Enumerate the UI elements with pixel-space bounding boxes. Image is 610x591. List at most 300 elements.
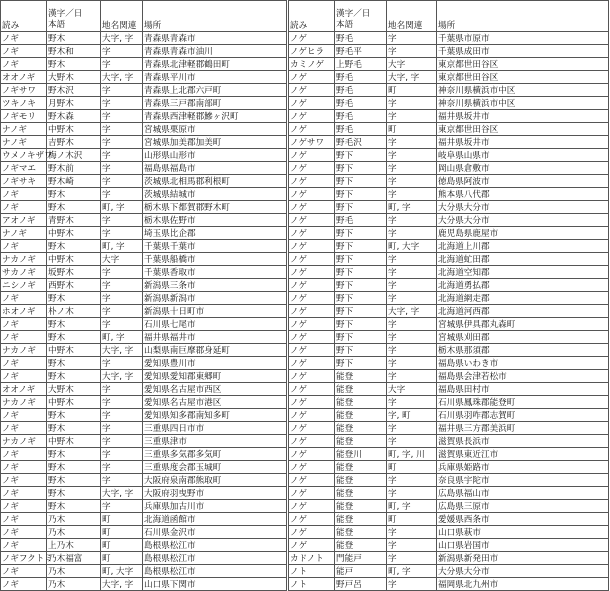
cell-reading: ノギ [1, 513, 47, 526]
cell-place-type: 字 [101, 357, 143, 370]
table-row [1, 539, 287, 552]
cell-location: 北海道函館市 [143, 513, 287, 526]
cell-kanji: 中野木 [47, 123, 101, 136]
cell-place-type: 町 [101, 526, 143, 539]
cell-place-type: 大字, 字 [101, 370, 143, 383]
cell-kanji: 野下 [335, 344, 387, 357]
table-row [289, 487, 609, 500]
cell-place-type: 字 [101, 396, 143, 409]
table-row [289, 227, 609, 240]
cell-place-type: 字 [387, 526, 437, 539]
cell-location: 山形県山形市 [143, 149, 287, 162]
cell-kanji: 野木 [47, 422, 101, 435]
cell-location: 埼玉県比企郡 [143, 227, 287, 240]
cell-location: 北海道網走郡 [437, 292, 609, 305]
cell-reading: ノギ [1, 32, 47, 45]
cell-location: 栃木県佐野市 [143, 214, 287, 227]
cell-kanji: 梅ノ木沢 [47, 149, 101, 162]
cell-place-type: 字 [387, 539, 437, 552]
cell-reading: ナノギ [1, 136, 47, 149]
cell-reading: ノギ [1, 58, 47, 71]
header-kanji [335, 1, 387, 32]
table-row [289, 552, 609, 565]
cell-reading: ノギ [1, 357, 47, 370]
cell-reading: ノゲ [289, 266, 335, 279]
cell-location: 北海道勇払郡 [437, 279, 609, 292]
cell-kanji: 上野毛 [335, 58, 387, 71]
cell-kanji: 中野木 [47, 227, 101, 240]
cell-reading: ノゲ [289, 396, 335, 409]
cell-location: 福岡県北九州市 [437, 578, 609, 591]
cell-reading: ノギ [1, 45, 47, 58]
header-row [1, 1, 287, 32]
cell-location: 青森県上北郡六戸町 [143, 84, 287, 97]
cell-location: 千葉県船橋市 [143, 253, 287, 266]
cell-kanji: 野木 [47, 474, 101, 487]
cell-place-type: 大字, 字 [101, 487, 143, 500]
cell-reading: ノゲ [289, 227, 335, 240]
cell-kanji: 野木 [47, 58, 101, 71]
cell-kanji: 乃木 [47, 526, 101, 539]
cell-location: 滋賀県東近江市 [437, 448, 609, 461]
cell-kanji: 乃木 [47, 578, 101, 591]
table-row [1, 240, 287, 253]
cell-place-type: 大字, 字 [101, 32, 143, 45]
cell-reading: ノゲ [289, 513, 335, 526]
table-row [289, 292, 609, 305]
cell-reading: ノゲ [289, 383, 335, 396]
cell-location: 山梨県南巨摩郡身延町 [143, 344, 287, 357]
cell-kanji: 門能戸 [335, 552, 387, 565]
cell-place-type: 字 [387, 474, 437, 487]
table-row [1, 344, 287, 357]
cell-kanji: 野下 [335, 318, 387, 331]
table-row [289, 435, 609, 448]
cell-kanji: 野毛沢 [335, 136, 387, 149]
cell-kanji: 上乃木 [47, 539, 101, 552]
table-row [289, 318, 609, 331]
table-row [289, 162, 609, 175]
cell-place-type: 字 [101, 123, 143, 136]
cell-reading: ナカノギ [1, 435, 47, 448]
cell-kanji: 野毛 [335, 32, 387, 45]
cell-kanji: 能登 [335, 539, 387, 552]
cell-location: 島根県松江市 [143, 565, 287, 578]
cell-reading: サカノギ [1, 266, 47, 279]
cell-location: 鹿児島県鹿屋市 [437, 227, 609, 240]
table-row [1, 175, 287, 188]
cell-place-type: 字 [387, 487, 437, 500]
table-row [1, 149, 287, 162]
cell-kanji: 野下 [335, 305, 387, 318]
cell-kanji: 能登 [335, 422, 387, 435]
table-row [289, 175, 609, 188]
cell-kanji: 野木 [47, 331, 101, 344]
cell-kanji: 野木 [47, 292, 101, 305]
cell-reading: ノゲ [289, 500, 335, 513]
cell-place-type: 字 [387, 552, 437, 565]
table-row [1, 214, 287, 227]
cell-place-type: 大字 [387, 383, 437, 396]
cell-place-type: 字 [387, 279, 437, 292]
table-row [289, 214, 609, 227]
cell-place-type: 字 [387, 344, 437, 357]
cell-kanji: 野毛 [335, 214, 387, 227]
cell-reading: ノゲ [289, 123, 335, 136]
cell-kanji: 野木 [47, 370, 101, 383]
table-row [289, 409, 609, 422]
cell-place-type: 字 [101, 188, 143, 201]
cell-location: 愛知県愛知郡東郷町 [143, 370, 287, 383]
table-row [1, 422, 287, 435]
header-kanji-bottom: 本語 [336, 20, 354, 30]
table-row [289, 500, 609, 513]
cell-location: 徳島県阿波市 [437, 175, 609, 188]
table-row [289, 45, 609, 58]
table-row [289, 370, 609, 383]
cell-reading: ノゲ [289, 110, 335, 123]
cell-place-type: 字 [101, 305, 143, 318]
cell-place-type: 字 [101, 175, 143, 188]
cell-kanji: 能登 [335, 396, 387, 409]
table-row [289, 422, 609, 435]
cell-kanji: 能登 [335, 513, 387, 526]
cell-kanji: 青野木 [47, 214, 101, 227]
cell-place-type: 字 [387, 435, 437, 448]
cell-kanji: 西野木 [47, 279, 101, 292]
cell-kanji: 野毛 [335, 71, 387, 84]
cell-reading: ノゲ [289, 201, 335, 214]
cell-reading: カドノト [289, 552, 335, 565]
cell-place-type: 字 [387, 578, 437, 591]
table-row [1, 292, 287, 305]
table-row [1, 474, 287, 487]
cell-kanji: 野下 [335, 175, 387, 188]
cell-location: 石川県羽咋郡志賀町 [437, 409, 609, 422]
cell-location: 東京都世田谷区 [437, 58, 609, 71]
cell-reading: ノギ [1, 370, 47, 383]
table-row [289, 383, 609, 396]
cell-location: 愛知県名古屋市港区 [143, 396, 287, 409]
cell-reading: ノゲ [289, 162, 335, 175]
cell-place-type: 字 [101, 58, 143, 71]
cell-reading: ウメノキザワ [1, 149, 47, 162]
cell-reading: ノゲ [289, 175, 335, 188]
cell-kanji: 能登 [335, 474, 387, 487]
cell-location: 茨城県北相馬郡利根町 [143, 175, 287, 188]
table-left [0, 0, 287, 591]
cell-reading: ノギ [1, 461, 47, 474]
cell-location: 新潟県三条市 [143, 279, 287, 292]
header-kanji-bottom: 本語 [48, 20, 66, 30]
cell-location: 栃木県下都賀郡野木町 [143, 201, 287, 214]
table-row [289, 461, 609, 474]
cell-reading: ノギ [1, 526, 47, 539]
cell-location: 新潟県新発田市 [437, 552, 609, 565]
cell-reading: ノゲ [289, 526, 335, 539]
cell-place-type: 字 [101, 279, 143, 292]
cell-location: 愛媛県西条市 [437, 513, 609, 526]
cell-kanji: 野戸呂 [335, 578, 387, 591]
cell-reading: オオノギ [1, 71, 47, 84]
table-row [1, 331, 287, 344]
cell-location: 福島県会津若松市 [437, 370, 609, 383]
table-row [289, 279, 609, 292]
cell-reading: ノト [289, 578, 335, 591]
table-row [1, 227, 287, 240]
table-row [289, 396, 609, 409]
cell-reading: ノゲ [289, 370, 335, 383]
cell-location: 福島県福島市 [143, 162, 287, 175]
cell-reading: ノゲ [289, 214, 335, 227]
cell-location: 福井県福井市 [143, 331, 287, 344]
cell-location: 島根県松江市 [143, 539, 287, 552]
cell-reading: ノギ [1, 409, 47, 422]
cell-reading: ノギサワ [1, 84, 47, 97]
cell-place-type: 町, 字 [387, 500, 437, 513]
cell-place-type: 字 [101, 461, 143, 474]
cell-reading: ノゲ [289, 409, 335, 422]
cell-kanji: 野下 [335, 279, 387, 292]
cell-reading: ノギ [1, 578, 47, 591]
cell-place-type: 字 [101, 45, 143, 58]
table-row [1, 97, 287, 110]
cell-place-type: 字 [101, 435, 143, 448]
table-row [1, 396, 287, 409]
cell-place-type: 字 [387, 188, 437, 201]
cell-place-type: 町 [387, 461, 437, 474]
cell-place-type: 字 [387, 227, 437, 240]
cell-place-type: 字 [387, 214, 437, 227]
cell-reading: ノギ [1, 331, 47, 344]
cell-kanji: 野下 [335, 227, 387, 240]
cell-kanji: 野下 [335, 292, 387, 305]
cell-location: 福島県いわき市 [437, 357, 609, 370]
cell-kanji: 野毛 [335, 84, 387, 97]
cell-reading: ノゲ [289, 32, 335, 45]
cell-location: 島根県松江市 [143, 552, 287, 565]
cell-location: 愛知県名古屋市西区 [143, 383, 287, 396]
cell-reading: ノゲ [289, 305, 335, 318]
cell-place-type: 字 [387, 175, 437, 188]
cell-reading: ノギ [1, 448, 47, 461]
cell-location: 青森県北津軽郡鶴田町 [143, 58, 287, 71]
cell-place-type: 町 [387, 123, 437, 136]
cell-reading: ノゲ [289, 331, 335, 344]
cell-place-type: 字 [101, 474, 143, 487]
cell-reading: アオノギ [1, 214, 47, 227]
cell-reading: ナノギ [1, 227, 47, 240]
cell-kanji: 中野木 [47, 396, 101, 409]
cell-reading: ノギ [1, 565, 47, 578]
cell-location: 大阪府羽曳野市 [143, 487, 287, 500]
cell-reading: ナカノギ [1, 253, 47, 266]
cell-location: 三重県多気郡多気町 [143, 448, 287, 461]
cell-kanji: 大野木 [47, 383, 101, 396]
cell-location: 山口県下関市 [143, 578, 287, 591]
cell-reading: ノギ [1, 500, 47, 513]
cell-reading: ノゲ [289, 357, 335, 370]
table-row [1, 162, 287, 175]
cell-kanji: 野木 [47, 188, 101, 201]
cell-kanji: 能登 [335, 461, 387, 474]
cell-reading: ノゲ [289, 71, 335, 84]
cell-place-type: 字 [387, 292, 437, 305]
cell-place-type: 町, 大字 [101, 565, 143, 578]
cell-kanji: 中野木 [47, 435, 101, 448]
cell-reading: ノゲヒラ [289, 45, 335, 58]
cell-place-type: 町, 字 [101, 331, 143, 344]
table-row [1, 305, 287, 318]
cell-reading: ナノギ [1, 123, 47, 136]
cell-place-type: 町, 字 [387, 565, 437, 578]
cell-kanji: 能登 [335, 526, 387, 539]
table-right [288, 0, 609, 591]
cell-place-type: 字 [387, 97, 437, 110]
table-row [289, 448, 609, 461]
cell-place-type: 大字, 字 [387, 71, 437, 84]
table-row [289, 136, 609, 149]
cell-kanji: 野下 [335, 331, 387, 344]
cell-kanji: 坂野木 [47, 266, 101, 279]
cell-kanji: 乃木 [47, 513, 101, 526]
cell-place-type: 町, 大字 [387, 240, 437, 253]
cell-place-type: 字 [101, 292, 143, 305]
cell-reading: ノギ [1, 474, 47, 487]
cell-reading: カミノゲ [289, 58, 335, 71]
table-row [1, 58, 287, 71]
cell-location: 青森県青森市油川 [143, 45, 287, 58]
cell-location: 宮城県刈田郡 [437, 331, 609, 344]
cell-place-type: 字 [101, 214, 143, 227]
cell-reading: ノゲサワ [289, 136, 335, 149]
cell-place-type: 町 [101, 552, 143, 565]
cell-reading: ツキノキ [1, 97, 47, 110]
cell-reading: ノギモリ [1, 110, 47, 123]
cell-location: 神奈川県横浜市中区 [437, 97, 609, 110]
cell-reading: ナカノギ [1, 344, 47, 357]
cell-place-type: 字 [101, 162, 143, 175]
cell-place-type: 字 [101, 266, 143, 279]
cell-place-type: 字 [101, 227, 143, 240]
cell-reading: オオノギ [1, 383, 47, 396]
cell-kanji: 吉野木 [47, 136, 101, 149]
cell-kanji: 朴ノ木 [47, 305, 101, 318]
cell-reading: ノギ [1, 487, 47, 500]
table-row [289, 188, 609, 201]
table-row [1, 552, 287, 565]
table-row [1, 279, 287, 292]
cell-kanji: 野木崎 [47, 175, 101, 188]
cell-place-type: 字 [387, 149, 437, 162]
cell-place-type: 字 [101, 448, 143, 461]
cell-kanji: 野木 [47, 318, 101, 331]
cell-location: 福井県坂井市 [437, 110, 609, 123]
cell-location: 三重県津市 [143, 435, 287, 448]
cell-location: 栃木県那須郡 [437, 344, 609, 357]
cell-kanji: 野木 [47, 500, 101, 513]
header-kanji-top: 漢字／日 [48, 9, 83, 19]
cell-reading: ノゲ [289, 435, 335, 448]
table-row [1, 500, 287, 513]
table-row [289, 123, 609, 136]
cell-kanji: 野木 [47, 487, 101, 500]
cell-place-type: 大字, 字 [387, 305, 437, 318]
cell-place-type: 大字 [387, 58, 437, 71]
cell-location: 愛知県豊川市 [143, 357, 287, 370]
cell-place-type: 字 [387, 318, 437, 331]
cell-reading: ノゲ [289, 253, 335, 266]
cell-location: 東京都世田谷区 [437, 123, 609, 136]
cell-location: 宮城県栗原市 [143, 123, 287, 136]
cell-place-type: 町, 字 [101, 201, 143, 214]
table-row [289, 357, 609, 370]
cell-location: 千葉県成田市 [437, 45, 609, 58]
cell-kanji: 大野木 [47, 71, 101, 84]
cell-kanji: 野下 [335, 188, 387, 201]
cell-place-type: 字 [101, 409, 143, 422]
cell-place-type: 町 [387, 513, 437, 526]
header-reading: 読み [1, 1, 47, 32]
cell-kanji: 野下 [335, 357, 387, 370]
cell-kanji: 野毛 [335, 97, 387, 110]
cell-location: 千葉県市原市 [437, 32, 609, 45]
cell-place-type: 字 [101, 97, 143, 110]
cell-location: 東京都世田谷区 [437, 71, 609, 84]
cell-place-type: 字 [387, 162, 437, 175]
table-row [289, 539, 609, 552]
cell-location: 北海道上川郡 [437, 240, 609, 253]
cell-reading: ノギ [1, 240, 47, 253]
table-row [289, 526, 609, 539]
cell-place-type: 大字, 字 [101, 344, 143, 357]
cell-reading: ノギフクトミ [1, 552, 47, 565]
cell-reading: ノギ [1, 188, 47, 201]
cell-location: 千葉県千葉市 [143, 240, 287, 253]
cell-place-type: 字 [387, 331, 437, 344]
table-row [289, 201, 609, 214]
cell-kanji: 野毛平 [335, 45, 387, 58]
table-row [289, 305, 609, 318]
cell-kanji: 野木 [47, 240, 101, 253]
cell-kanji: 能登 [335, 383, 387, 396]
cell-kanji: 野木和 [47, 45, 101, 58]
cell-kanji: 能登 [335, 500, 387, 513]
cell-place-type: 字 [101, 422, 143, 435]
cell-place-type: 字 [387, 422, 437, 435]
cell-reading: ノゲ [289, 539, 335, 552]
table-row [289, 344, 609, 357]
cell-location: 石川県金沢市 [143, 526, 287, 539]
cell-place-type: 字 [101, 318, 143, 331]
cell-location: 大分県大分市 [437, 201, 609, 214]
cell-reading: ノギ [1, 318, 47, 331]
cell-location: 福島県田村市 [437, 383, 609, 396]
cell-place-type: 字 [387, 32, 437, 45]
cell-place-type: 字 [101, 500, 143, 513]
cell-place-type: 字 [101, 136, 143, 149]
cell-place-type: 字 [387, 136, 437, 149]
cell-kanji: 野木前 [47, 162, 101, 175]
table-row [1, 526, 287, 539]
cell-location: 福井県坂井市 [437, 136, 609, 149]
cell-reading: ノゲ [289, 240, 335, 253]
cell-location: 石川県鳳珠郡能登町 [437, 396, 609, 409]
table-row [1, 136, 287, 149]
table-row [1, 84, 287, 97]
cell-location: 奈良県宇陀市 [437, 474, 609, 487]
table-row [1, 487, 287, 500]
